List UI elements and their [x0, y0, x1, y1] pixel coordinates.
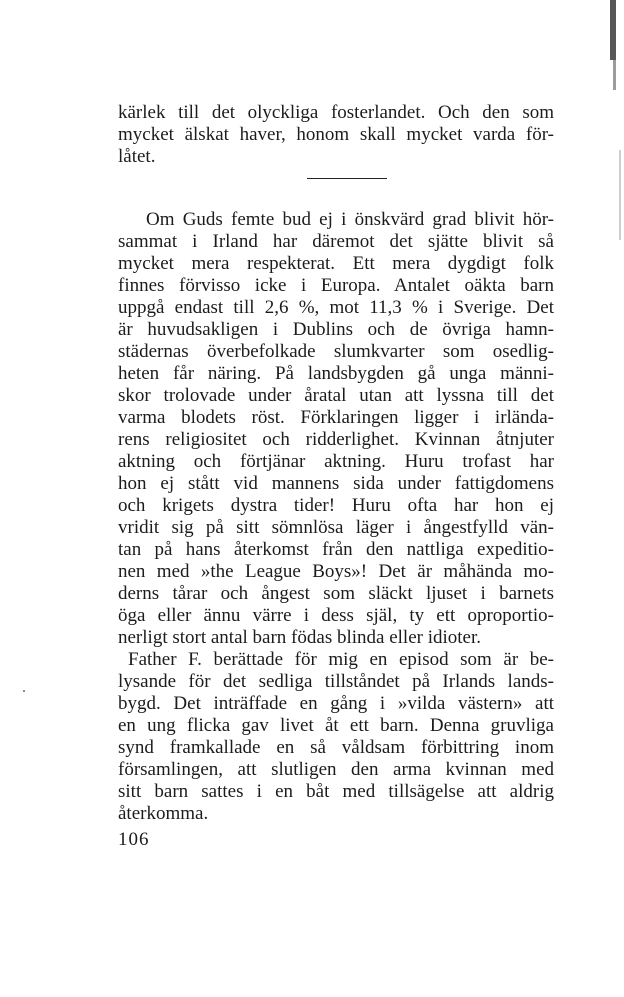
text-line: mycket älskat haver, honom skall mycket varda för-: [118, 124, 554, 145]
page-number: 106: [118, 829, 150, 850]
text-line: synd framkallade en så våldsam förbittring inom: [118, 737, 554, 758]
text-line: finnes förvisso icke i Europa. Antalet oäkta barn: [118, 275, 554, 296]
text-line: återkomma.: [118, 803, 209, 824]
text-line: öga eller ännu värre i dess själ, ty ett oproportio-: [118, 605, 554, 626]
scan-dot: [23, 690, 25, 692]
text-line: bygd. Det inträffade en gång i »vilda västern» att: [118, 693, 554, 714]
text-line: hon ej stått vid mannens sida under fattigdomens: [118, 473, 554, 494]
text-line: låtet.: [118, 146, 156, 167]
text-line: Om Guds femte bud ej i önskvärd grad blivit hör-: [146, 209, 554, 230]
text-line: nerligt stort antal barn födas blinda eller idioter.: [118, 627, 482, 648]
text-line: nen med »the League Boys»! Det är måhända mo-: [118, 561, 554, 582]
text-line: derns tårar och ångest som släckt ljuset i barnets: [118, 583, 554, 604]
text-line: vridit sig på sitt sömnlösa läger i ångestfylld vän-: [118, 517, 554, 538]
text-line: är huvudsakligen i Dublins och de övriga hamn-: [118, 319, 554, 340]
text-line: sammat i Irland har däremot det sjätte blivit så: [118, 231, 554, 252]
text-line: och krigets dystra tider! Huru ofta har hon ej: [118, 495, 554, 516]
text-line: skor trolovade under åratal utan att lyssna till det: [118, 385, 554, 406]
text-line: heten får näring. På landsbygden gå unga männi-: [118, 363, 554, 384]
text-line: varma blodets röst. Förklaringen ligger i irlända-: [118, 407, 554, 428]
text-line: tan på hans återkomst från den nattliga expeditio-: [118, 539, 554, 560]
text-line: Father F. berättade för mig en episod som är be-: [128, 649, 554, 670]
text-line: kärlek till det olyckliga fosterlandet. Och den som: [118, 102, 554, 123]
text-line: församlingen, att slutligen den arma kvinnan med: [118, 759, 554, 780]
text-line: städernas överbefolkade slumkvarter som osedlig-: [118, 341, 554, 362]
text-line: uppgå endast till 2,6 %, mot 11,3 % i Sverige. Det: [118, 297, 554, 318]
text-line: en ung flicka gav livet åt ett barn. Denna gruvliga: [118, 715, 554, 736]
scan-edge-mark: [619, 150, 621, 240]
scan-edge-mark: [610, 0, 616, 60]
text-line: aktning och förtjänar aktning. Huru trofast har: [118, 451, 554, 472]
text-line: mycket mera respekterat. Ett mera dygdigt folk: [118, 253, 554, 274]
text-line: sitt barn sattes i en båt med tillsägelse att aldrig: [118, 781, 554, 802]
section-divider: [307, 178, 387, 179]
text-line: lysande för det sedliga tillståndet på Irlands lands-: [118, 671, 554, 692]
scan-edge-mark: [613, 60, 616, 90]
text-line: rens religiositet och ridderlighet. Kvinnan åtnjuter: [118, 429, 554, 450]
